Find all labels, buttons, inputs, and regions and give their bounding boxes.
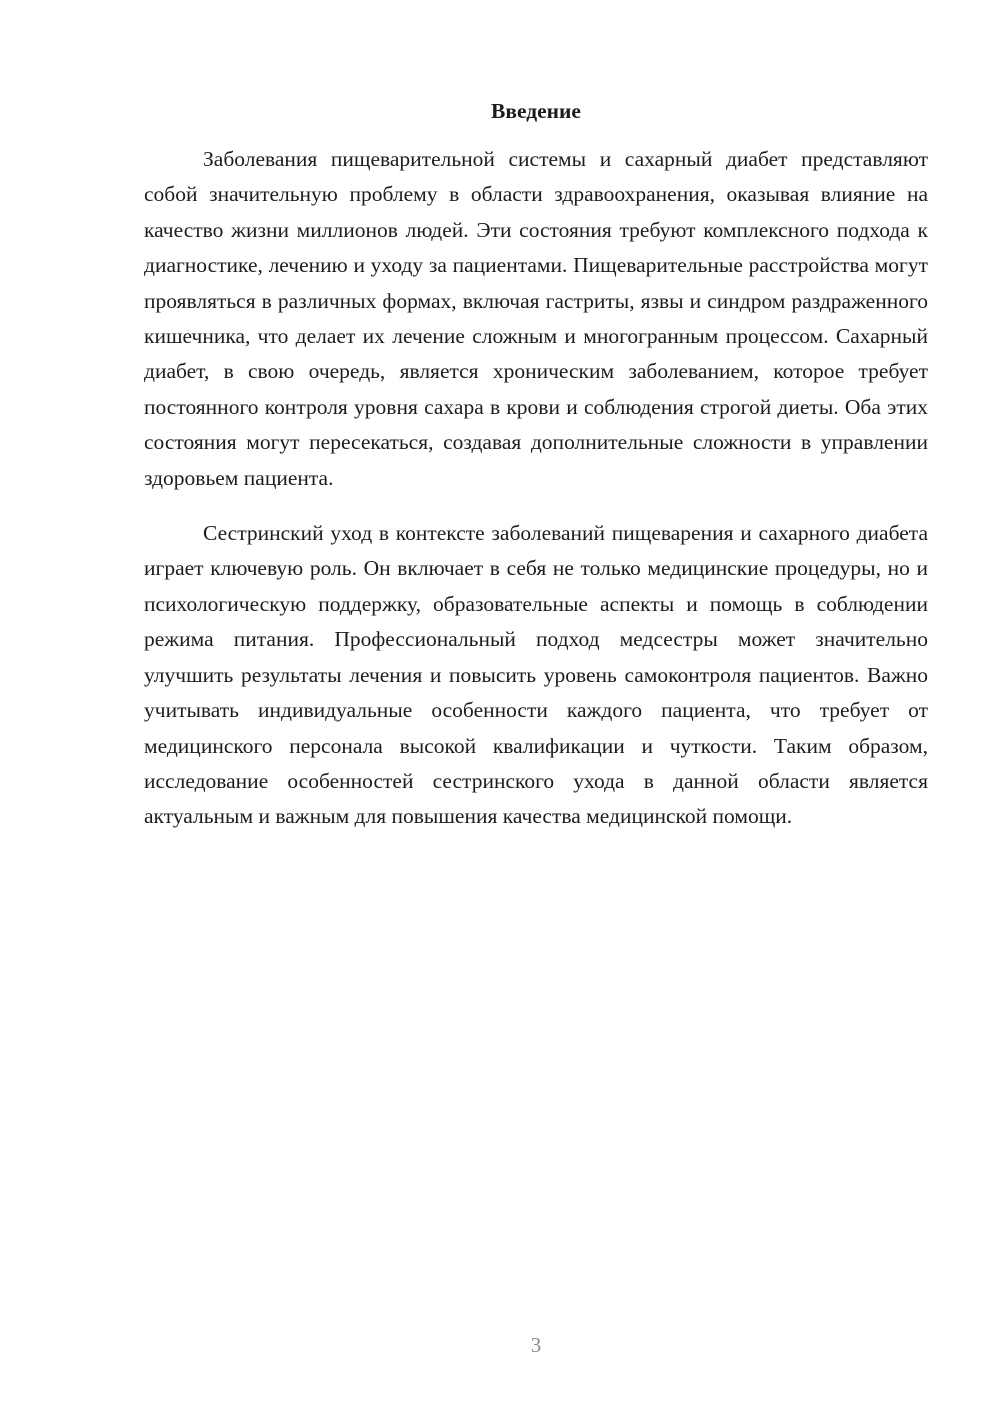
paragraph-nursing-care: Сестринский уход в контексте заболеваний пищеварения и сахарного диабета играет ключевую роль. Он включает в себя не только медицинские процедуры, но и психологическую поддержку, образовательные аспекты и помощь в соблюдении режима питания. Профессиональный подход медсестры может значительно улучшить результаты лечения и повысить уровень самоконтроля пациентов. Важно учитывать индивидуальные особенности каждого пациента, что требует от медицинского персонала высокой квалификации и чуткости. Таким образом, исследование особенностей сестринского ухода в данной области является актуальным и важным для повышения качества медицинской помощи. xyxy=(144,521,928,829)
page-content xyxy=(144,96,928,835)
page-number: 3 xyxy=(530,1333,542,1357)
section-heading: Введение xyxy=(491,99,581,123)
paragraph-intro: Заболевания пищеварительной системы и сахарный диабет представляют собой значительную проблему в области здравоохранения, оказывая влияние на качество жизни миллионов людей. Эти состояния требуют комплексного подхода к диагностике, лечению и уходу за пациентами. Пищеварительные расстройства могут проявляться в различных формах, включая гастриты, язвы и синдром раздраженного кишечника, что делает их лечение сложным и многогранным процессом. Сахарный диабет, в свою очередь, является хроническим заболеванием, которое требует постоянного контроля уровня сахара в крови и соблюдения строгой диеты. Оба этих состояния могут пересекаться, создавая дополнительные сложности в управлении здоровьем пациента. xyxy=(144,147,928,490)
